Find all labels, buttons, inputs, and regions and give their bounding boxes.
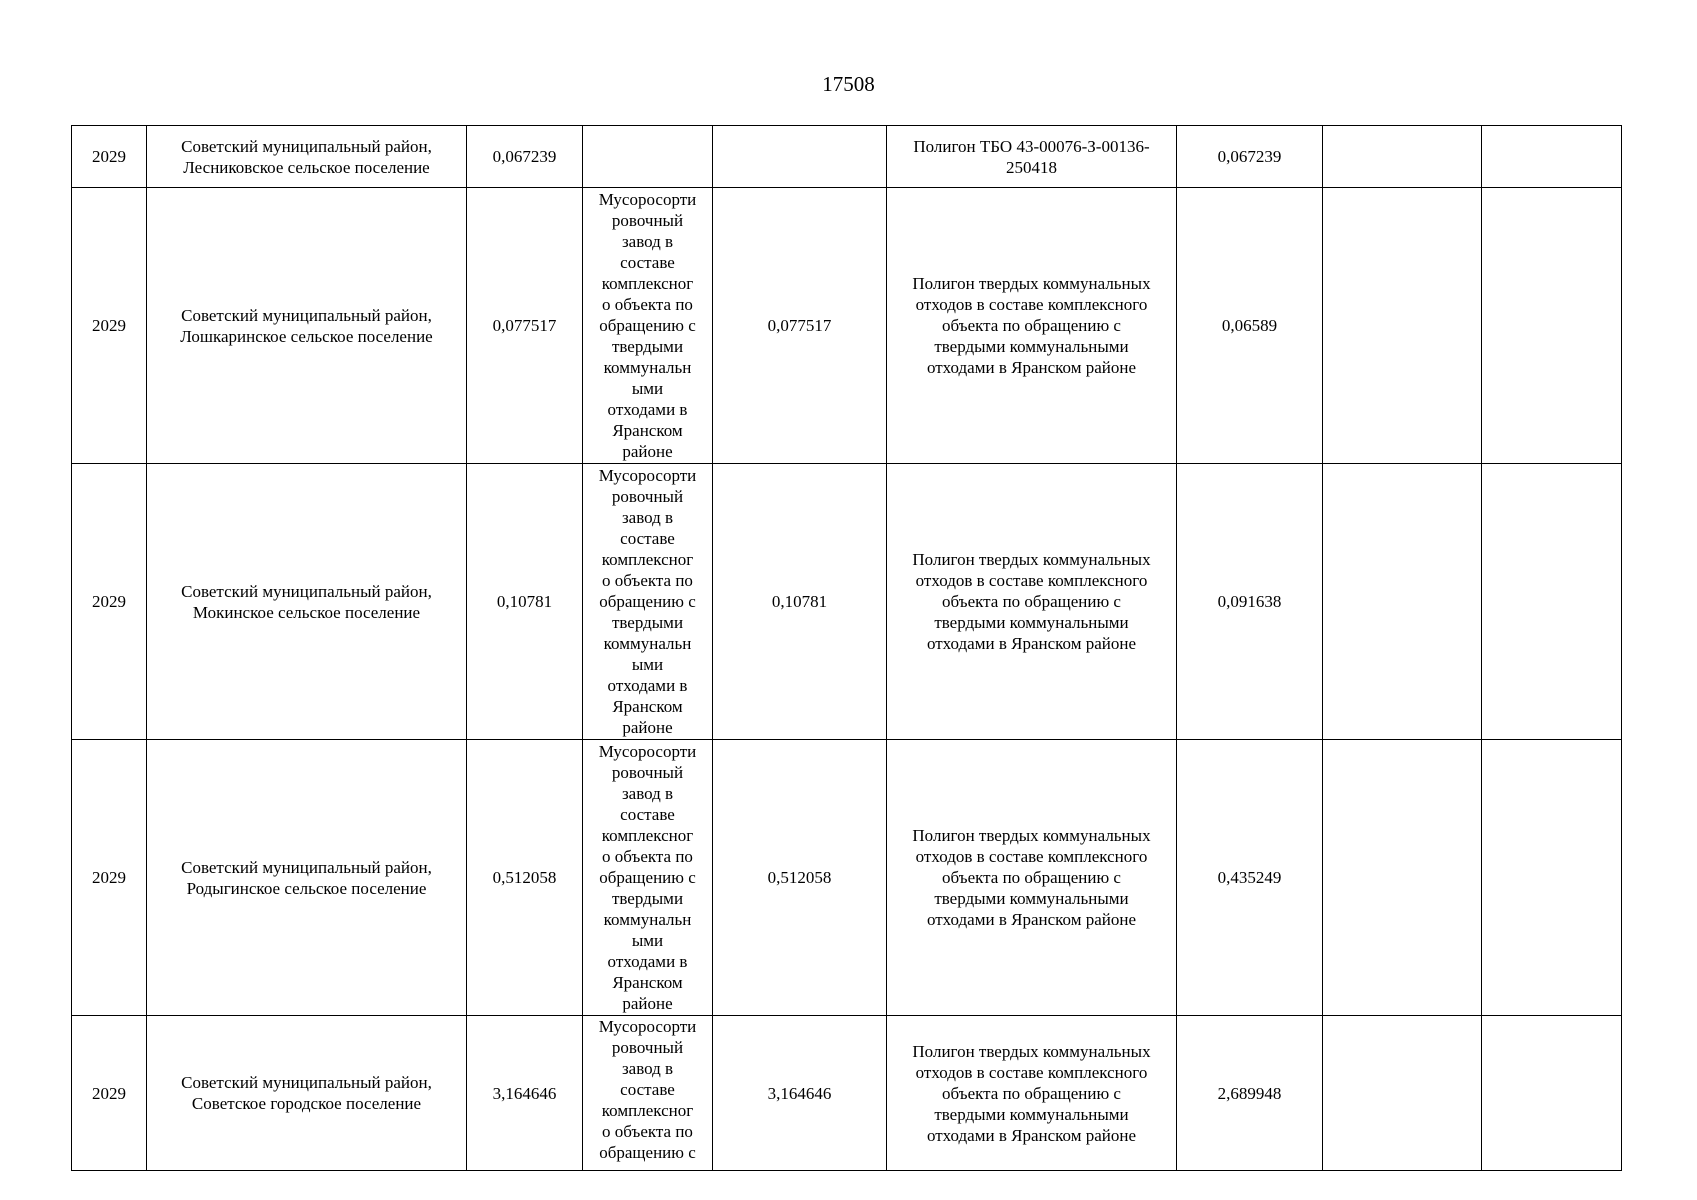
volume-cell: 3,164646 bbox=[467, 1016, 583, 1171]
landfill-volume-cell: 0,435249 bbox=[1177, 740, 1323, 1016]
facility-volume-cell bbox=[713, 126, 887, 188]
landfill-volume-cell: 0,091638 bbox=[1177, 464, 1323, 740]
municipality-cell: Советский муниципальный район, Лошкаринское сельское поселение bbox=[147, 188, 467, 464]
empty-cell bbox=[1323, 464, 1482, 740]
municipality-cell: Советский муниципальный район, Мокинское сельское поселение bbox=[147, 464, 467, 740]
landfill-cell: Полигон твердых коммунальных отходов в составе комплексного объекта по обращению с твердыми коммунальными отходами в Яранском районе bbox=[887, 1016, 1177, 1171]
municipality-cell: Советский муниципальный район, Советское городское поселение bbox=[147, 1016, 467, 1171]
year-cell: 2029 bbox=[72, 188, 147, 464]
year-cell: 2029 bbox=[72, 740, 147, 1016]
landfill-cell: Полигон ТБО 43-00076-З-00136- 250418 bbox=[887, 126, 1177, 188]
facility-volume-cell: 3,164646 bbox=[713, 1016, 887, 1171]
facility-cell: Мусоросорти ровочный завод в составе комплексног о объекта по обращению с твердыми коммунальн ыми отходами в Яранском районе bbox=[583, 188, 713, 464]
municipality-cell: Советский муниципальный район, Родыгинское сельское поселение bbox=[147, 740, 467, 1016]
facility-cell: Мусоросорти ровочный завод в составе комплексног о объекта по обращению с твердыми коммунальн ыми отходами в Яранском районе bbox=[583, 464, 713, 740]
facility-volume-cell: 0,512058 bbox=[713, 740, 887, 1016]
facility-volume-cell: 0,077517 bbox=[713, 188, 887, 464]
year-cell: 2029 bbox=[72, 126, 147, 188]
volume-cell: 0,077517 bbox=[467, 188, 583, 464]
year-cell: 2029 bbox=[72, 464, 147, 740]
page-number: 17508 bbox=[822, 72, 875, 96]
table-row bbox=[72, 464, 1622, 740]
facility-volume-cell: 0,10781 bbox=[713, 464, 887, 740]
empty-cell bbox=[1482, 188, 1622, 464]
facility-cell bbox=[583, 126, 713, 188]
municipality-cell: Советский муниципальный район, Лесниковское сельское поселение bbox=[147, 126, 467, 188]
empty-cell bbox=[1482, 740, 1622, 1016]
landfill-volume-cell: 2,689948 bbox=[1177, 1016, 1323, 1171]
empty-cell bbox=[1323, 126, 1482, 188]
table-row bbox=[72, 188, 1622, 464]
table-row bbox=[72, 740, 1622, 1016]
empty-cell bbox=[1323, 740, 1482, 1016]
volume-cell: 0,067239 bbox=[467, 126, 583, 188]
facility-cell: Мусоросорти ровочный завод в составе комплексног о объекта по обращению с твердыми коммунальн ыми отходами в Яранском районе bbox=[583, 740, 713, 1016]
volume-cell: 0,512058 bbox=[467, 740, 583, 1016]
landfill-volume-cell: 0,06589 bbox=[1177, 188, 1323, 464]
landfill-cell: Полигон твердых коммунальных отходов в составе комплексного объекта по обращению с твердыми коммунальными отходами в Яранском районе bbox=[887, 188, 1177, 464]
empty-cell bbox=[1482, 1016, 1622, 1171]
landfill-volume-cell: 0,067239 bbox=[1177, 126, 1323, 188]
year-cell: 2029 bbox=[72, 1016, 147, 1171]
empty-cell bbox=[1323, 1016, 1482, 1171]
landfill-cell: Полигон твердых коммунальных отходов в составе комплексного объекта по обращению с твердыми коммунальными отходами в Яранском районе bbox=[887, 740, 1177, 1016]
empty-cell bbox=[1482, 464, 1622, 740]
empty-cell bbox=[1482, 126, 1622, 188]
table-row bbox=[72, 1016, 1622, 1171]
waste-flow-table bbox=[71, 125, 1622, 1171]
table-row bbox=[72, 126, 1622, 188]
landfill-cell: Полигон твердых коммунальных отходов в составе комплексного объекта по обращению с твердыми коммунальными отходами в Яранском районе bbox=[887, 464, 1177, 740]
volume-cell: 0,10781 bbox=[467, 464, 583, 740]
empty-cell bbox=[1323, 188, 1482, 464]
facility-cell: Мусоросорти ровочный завод в составе комплексног о объекта по обращению с bbox=[583, 1016, 713, 1171]
